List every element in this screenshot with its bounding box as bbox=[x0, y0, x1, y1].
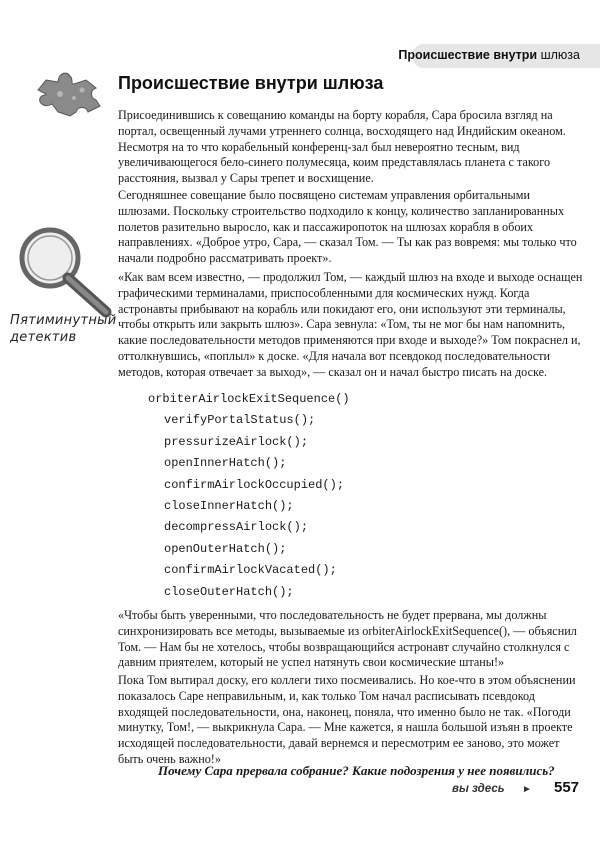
code-line: closeOuterHatch(); bbox=[164, 584, 294, 599]
running-header-light: шлюза bbox=[540, 48, 580, 62]
code-line: confirmAirlockVacated(); bbox=[164, 563, 337, 578]
running-header bbox=[398, 48, 580, 62]
side-note-line1: Пятиминутный bbox=[10, 313, 117, 328]
code-line: closeInnerHatch(); bbox=[164, 498, 294, 513]
puzzle-question: Почему Сара прервала собрание? Какие подозрения у нее появились? bbox=[158, 763, 555, 778]
code-line: confirmAirlockOccupied(); bbox=[164, 477, 345, 492]
chapter-title: Происшествие внутри шлюза bbox=[118, 73, 384, 93]
paragraph-synchronize: «Чтобы быть уверенными, что последовательность не будет прервана, мы должны синхронизировать все методы, вызываемые из orbiterAirlockExitSequence(), — объяснил Том. — Нам бы не хотелось, чтобы возвращающийся астронавт случайно столкнулся с давним приятелем, который не успел натянуть свои космические штаны!» bbox=[118, 608, 577, 670]
paragraph-intro: Присоединившись к совещанию команды на борту корабля, Сара бросила взгляд на портал, освещенный лучами утреннего солнца, восходящего над Индийским океаном. Несмотря на то что корабельный конференц-зал был невероятно тесным, вид увеличивающегося бело-синего полумесяца, коим представлялась планета с такого расстояния, вызвал у Сары трепет и восхищение. bbox=[118, 108, 566, 186]
paragraph-interruption: Пока Том вытирал доску, его коллеги тихо посмеивались. Но кое-что в этом объяснении показалось Саре неправильным, и, как только Том начал расписывать псевдокод входящей последовательности, она, наконец, поняла, что именно было не так. «Погоди минутку, Том!, — выкрикнула Сара. — Мне кажется, я нашла большой изъян в проекте исходящей последовательности, давай вернемся и пересмотрим ее заново, это может быть очень важно!» bbox=[118, 673, 576, 766]
running-header-bold: Происшествие внутри bbox=[398, 48, 538, 62]
code-line: decompressAirlock(); bbox=[164, 520, 309, 535]
paragraph-explanation: «Как вам всем известно, — продолжил Том, — каждый шлюз на входе и выходе оснащен графическими терминалами, приспособленными для космических нужд. Когда астронавты прибывают на корабль или покидают его, они используют эти терминалы, чтобы открыть или закрыть шлюз». Сара зевнула: «Том, ты не мог бы нам напомнить, какие последовательности методов применяются при входе и выходе?» Том покраснел и, оттолкнувшись, «поплыл» к доске. «Для начала вот псевдокод последовательности методов, которая отвечает за выход», — сказал он и начал быстро писать на доске. bbox=[118, 270, 583, 379]
code-line: verifyPortalStatus(); bbox=[164, 413, 316, 428]
code-line: openOuterHatch(); bbox=[164, 541, 287, 556]
footer-you-are-here: вы здесь bbox=[452, 783, 505, 795]
side-note bbox=[10, 312, 116, 346]
code-line: openInnerHatch(); bbox=[164, 456, 287, 471]
page-number: 557 bbox=[554, 779, 580, 796]
magnifying-glass-icon bbox=[10, 220, 120, 320]
side-note-line2: детектив bbox=[10, 330, 77, 345]
arrow-right-icon: ► bbox=[522, 784, 532, 795]
code-line: orbiterAirlockExitSequence() bbox=[148, 392, 350, 406]
puzzle-piece-icon bbox=[30, 60, 110, 120]
paragraph-meeting: Сегодняшнее совещание было посвящено системам управления орбитальными шлюзами. Поскольку строительство подходило к концу, количество запланированных полетов разительно выросло, как и пассажиропоток на шлюзах корабля в обоих направлениях. «Доброе утро, Сара, — сказал Том. — Ты как раз вовремя: мы только что начали подробно рассматривать проект». bbox=[118, 188, 577, 266]
pseudocode-block bbox=[148, 389, 350, 603]
code-line: pressurizeAirlock(); bbox=[164, 434, 309, 449]
